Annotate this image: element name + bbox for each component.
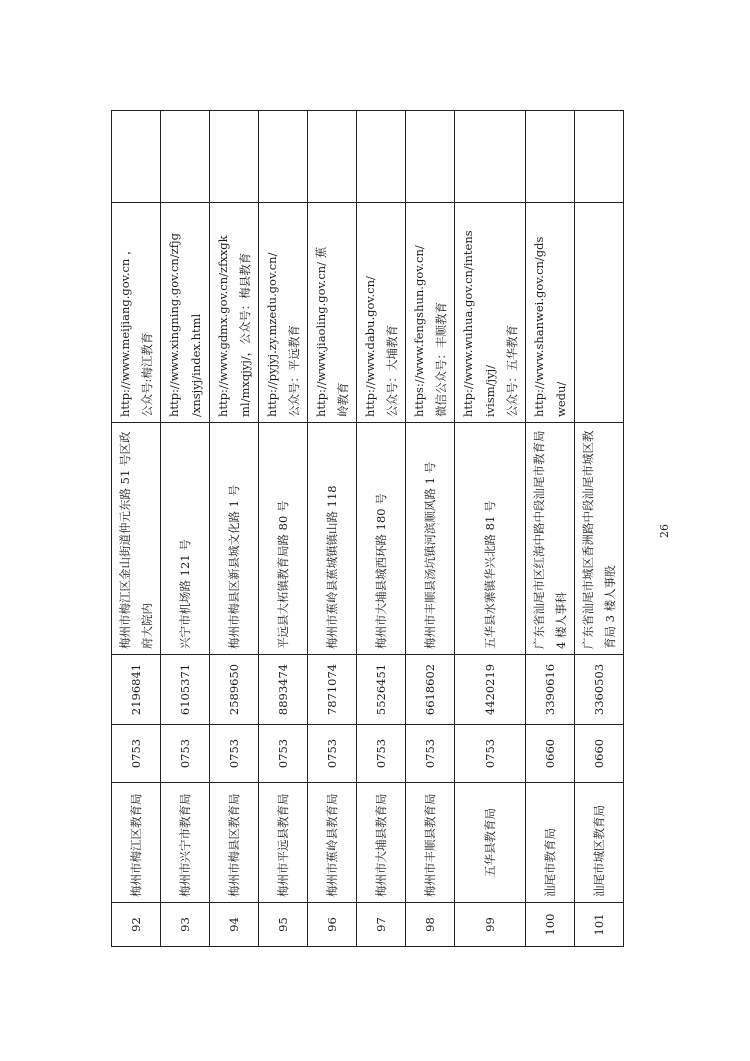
table-row [357, 111, 406, 947]
table-row [526, 111, 575, 947]
website-line: http://www.gdmx.gov.cn/zfxxgk [216, 235, 230, 417]
area-code: 0660 [575, 725, 624, 783]
table-row [575, 111, 624, 947]
website-line: https://www.fengshun.gov.cn/ [412, 245, 426, 417]
website [112, 203, 161, 423]
row-number: 94 [210, 903, 259, 947]
blank-cell [210, 111, 259, 203]
website-line: http://www.xingning.gov.cn/zfjg [167, 233, 181, 417]
address: 梅州市丰顺县汤坑镇河滨顺风路 1 号 [406, 423, 455, 655]
table-row [308, 111, 357, 947]
table-body [112, 111, 624, 947]
blank-cell [112, 111, 161, 203]
page-number: 26 [658, 524, 671, 538]
area-code: 0753 [406, 725, 455, 783]
website-line: 公众号：五华教育 [505, 325, 519, 417]
website-line: 公众号：大埔教育 [385, 325, 399, 417]
bureau-name: 梅州市蕉岭县教育局 [308, 783, 357, 903]
row-number: 101 [575, 903, 624, 947]
table-row [259, 111, 308, 947]
website-line: http://www.wuhua.gov.cn/intens [461, 230, 475, 417]
table-row [112, 111, 161, 947]
bureau-name: 梅州市丰顺县教育局 [406, 783, 455, 903]
bureau-name: 梅州市兴宁市教育局 [161, 783, 210, 903]
bureau-name: 汕尾市城区教育局 [575, 783, 624, 903]
website [210, 203, 259, 423]
area-code: 0660 [526, 725, 575, 783]
bureau-name: 梅州市大埔县教育局 [357, 783, 406, 903]
website-line: http://www.shanwei.gov.cn/gds [532, 236, 546, 417]
website [161, 203, 210, 423]
phone-number: 6105371 [161, 655, 210, 725]
row-number: 92 [112, 903, 161, 947]
bureau-name: 梅州市梅县区教育局 [210, 783, 259, 903]
address: 广东省汕尾市城区香洲路中段汕尾市城区教育局 3 楼人事股 [575, 423, 624, 655]
address: 兴宁市机场路 121 号 [161, 423, 210, 655]
website-line: http://www.dabu.gov.cn/ [363, 276, 377, 417]
phone-number: 5526451 [357, 655, 406, 725]
website-line: ml/mxqjyj/，公众号：梅县教育 [238, 252, 252, 417]
phone-number: 6618602 [406, 655, 455, 725]
website-line: http://pyjyj.zy.mzedu.gov.cn/ [265, 252, 279, 417]
phone-number: 2196841 [112, 655, 161, 725]
area-code: 0753 [357, 725, 406, 783]
rotated-table-wrapper [111, 111, 617, 947]
address: 五华县水寨镇华兴北路 81 号 [455, 423, 526, 655]
address: 平远县大柘镇教育局路 80 号 [259, 423, 308, 655]
bureau-name: 梅州市平远县教育局 [259, 783, 308, 903]
blank-cell [357, 111, 406, 203]
area-code: 0753 [455, 725, 526, 783]
website-line: ivism/jyj/ [483, 364, 497, 417]
row-number: 98 [406, 903, 455, 947]
bureau-name: 五华县教育局 [455, 783, 526, 903]
phone-number: 3360503 [575, 655, 624, 725]
website [526, 203, 575, 423]
website [259, 203, 308, 423]
row-number: 97 [357, 903, 406, 947]
address: 梅州市蕉岭县蕉城镇镇山路 118 [308, 423, 357, 655]
phone-number: 3390616 [526, 655, 575, 725]
table-row [455, 111, 526, 947]
website [575, 203, 624, 423]
address: 梅州市梅江区金山街道仲元东路 51 号区政府大院内 [112, 423, 161, 655]
address: 广东省汕尾市区红海中路中段汕尾市教育局 4 楼人事科 [526, 423, 575, 655]
website [455, 203, 526, 423]
row-number: 99 [455, 903, 526, 947]
row-number: 93 [161, 903, 210, 947]
row-number: 95 [259, 903, 308, 947]
website-line: http://www.meijiang.gov.cn ， [118, 243, 132, 417]
website [357, 203, 406, 423]
website-line: 公众号:梅江教育 [140, 332, 154, 417]
blank-cell [308, 111, 357, 203]
education-bureau-table [111, 110, 624, 947]
address: 梅州市大埔县城西环路 180 号 [357, 423, 406, 655]
blank-cell [575, 111, 624, 203]
area-code: 0753 [210, 725, 259, 783]
address: 梅州市梅县区新县城文化路 1 号 [210, 423, 259, 655]
row-number: 100 [526, 903, 575, 947]
table-row [161, 111, 210, 947]
blank-cell [259, 111, 308, 203]
phone-number: 2589650 [210, 655, 259, 725]
blank-cell [455, 111, 526, 203]
website-line: 公众号：平远教育 [287, 325, 301, 417]
bureau-name: 梅州市梅江区教育局 [112, 783, 161, 903]
area-code: 0753 [112, 725, 161, 783]
phone-number: 8893474 [259, 655, 308, 725]
blank-cell [526, 111, 575, 203]
phone-number: 4420219 [455, 655, 526, 725]
area-code: 0753 [259, 725, 308, 783]
table-row [406, 111, 455, 947]
area-code: 0753 [161, 725, 210, 783]
website-line: http://www.jiaoling.gov.cn/ 蕉 [314, 246, 328, 417]
phone-number: 7871074 [308, 655, 357, 725]
website-line: 岭教育 [336, 382, 350, 417]
website-line: 微信公众号：丰顺教育 [434, 302, 448, 417]
website [308, 203, 357, 423]
bureau-name: 汕尾市教育局 [526, 783, 575, 903]
area-code: 0753 [308, 725, 357, 783]
blank-cell [161, 111, 210, 203]
website [406, 203, 455, 423]
table-row [210, 111, 259, 947]
row-number: 96 [308, 903, 357, 947]
blank-cell [406, 111, 455, 203]
website-line: /xnsjyj/index.html [189, 313, 203, 417]
website-line: wedu/ [554, 381, 568, 417]
